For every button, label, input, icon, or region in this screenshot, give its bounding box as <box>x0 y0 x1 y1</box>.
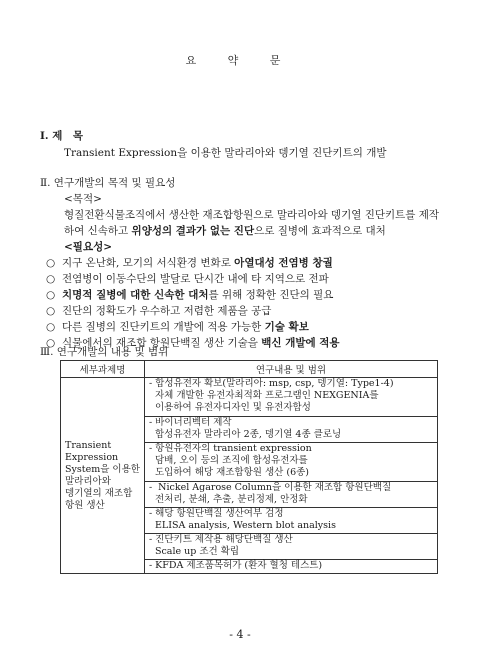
subtask-name-line: 항원 생산 <box>65 499 105 511</box>
need-text-bold: 백신 개발에 적용 <box>261 337 340 349</box>
content-line: 도입하여 해당 재조합항원 생산 (6종) <box>148 466 309 478</box>
page-title: 요 약 문 <box>185 54 295 67</box>
section1-heading: Ⅰ. 제 목 <box>40 130 84 142</box>
content-cell <box>144 507 437 533</box>
content-cell <box>144 416 437 442</box>
subtask-name-line: Transient <box>65 439 112 451</box>
content-cell <box>144 442 437 481</box>
content-line: 담배, 오이 등의 조직에 합성유전자를 <box>148 454 308 466</box>
subtask-name-line: 말라리아와 <box>65 475 111 487</box>
subtask-name-cell <box>61 378 145 574</box>
bullet-circle-icon: ○ <box>46 257 56 269</box>
purpose-line-2 <box>64 223 386 238</box>
page-number: - 4 - <box>229 628 251 641</box>
bullet-circle-icon: ○ <box>46 289 56 301</box>
content-line: - 진단키트 제작용 해당단백질 생산 <box>148 534 293 546</box>
content-line: - 바이너리벡터 제작 <box>148 416 232 428</box>
bullet-circle-icon: ○ <box>46 305 56 317</box>
need-item <box>46 303 271 318</box>
need-text-bold: 아열대성 전염병 창궐 <box>234 257 333 269</box>
content-line: - KFDA 제조품목허가 (환자 혈청 테스트) <box>148 560 323 572</box>
subtask-name-line: 뎅기열의 재조합 <box>65 487 133 499</box>
table-row <box>61 378 438 417</box>
content-line: ELISA analysis, Western blot analysis <box>148 519 336 531</box>
content-line: 합성유전자 말라리아 2종, 뎅기열 4종 클로닝 <box>148 428 342 440</box>
purpose-line-2-a: 하여 신속하고 <box>64 225 132 237</box>
content-line: - 해당 항원단백질 생산여부 검정 <box>148 507 284 519</box>
content-line: - Nickel Agarose Column을 이용한 재조합 항원단백질 <box>148 481 392 493</box>
need-text: 지구 온난화, 모기의 서식환경 변화로 <box>62 257 235 269</box>
need-item <box>46 271 329 286</box>
section3-heading: Ⅲ. 연구개발의 내용 및 범위 <box>40 346 169 358</box>
purpose-line-1: 형질전환식물조직에서 생산한 재조합항원으로 말라리아와 뎅기열 진단키트를 제작 <box>64 209 440 221</box>
section2-heading: Ⅱ. 연구개발의 목적 및 필요성 <box>40 177 176 189</box>
content-cell <box>144 534 437 560</box>
bullet-circle-icon: ○ <box>46 321 56 333</box>
table-header-row <box>61 361 438 378</box>
need-item <box>46 287 333 302</box>
content-cell <box>144 481 437 507</box>
need-item <box>46 255 333 270</box>
purpose-line-2-b: 위양성의 결과가 없는 진단 <box>131 225 255 237</box>
content-line: Scale up 조건 확립 <box>148 546 240 558</box>
content-table <box>60 360 438 574</box>
need-text-bold: 기술 확보 <box>264 321 309 333</box>
need-text: 진단의 정확도가 우수하고 저렴한 제품을 공급 <box>62 305 272 317</box>
purpose-line-2-c: 으로 질병에 효과적으로 대처 <box>254 225 386 237</box>
bullet-circle-icon: ○ <box>46 337 56 349</box>
content-line: - 항원유전자의 transient expression <box>148 442 312 454</box>
content-cell <box>144 560 437 574</box>
section1-body: Transient Expression을 이용한 말라리아와 뎅기열 진단키트의 개발 <box>64 147 387 159</box>
need-text: 전염병이 이동수단의 발달로 단시간 내에 타 지역으로 전파 <box>62 273 329 285</box>
content-line: 자체 개발한 유전자최적화 프로그램인 NEXGENIA를 <box>148 390 379 401</box>
purpose-label: <목적> <box>64 193 102 205</box>
content-line: - 합성유전자 확보(말라리아: msp, csp, 뎅기열: Type1-4) <box>148 378 394 389</box>
bullet-circle-icon: ○ <box>46 273 56 285</box>
content-cell <box>144 378 437 417</box>
content-line: 이용하여 유전자디자인 및 유전자합성 <box>148 402 311 413</box>
table-header-content: 연구내용 및 범위 <box>144 361 437 378</box>
table-body <box>61 378 438 574</box>
content-line: 전처리, 분쇄, 추출, 분리정제, 안정화 <box>148 493 308 505</box>
need-text: 식물에서의 재조합 항원단백질 생산 기술을 <box>62 337 262 349</box>
subtask-name-line: System을 이용한 <box>65 463 140 475</box>
need-text: 다른 질병의 진단키트의 개발에 적용 가능한 <box>62 321 265 333</box>
need-item <box>46 319 309 334</box>
need-text-bold: 치명적 질병에 대한 신속한 대처 <box>62 289 209 301</box>
table-header-subtask: 세부과제명 <box>61 361 145 378</box>
subtask-name-line: Expression <box>65 451 119 463</box>
need-text-after: 를 위해 정확한 진단의 필요 <box>208 289 334 301</box>
need-label: <필요성> <box>64 241 113 253</box>
